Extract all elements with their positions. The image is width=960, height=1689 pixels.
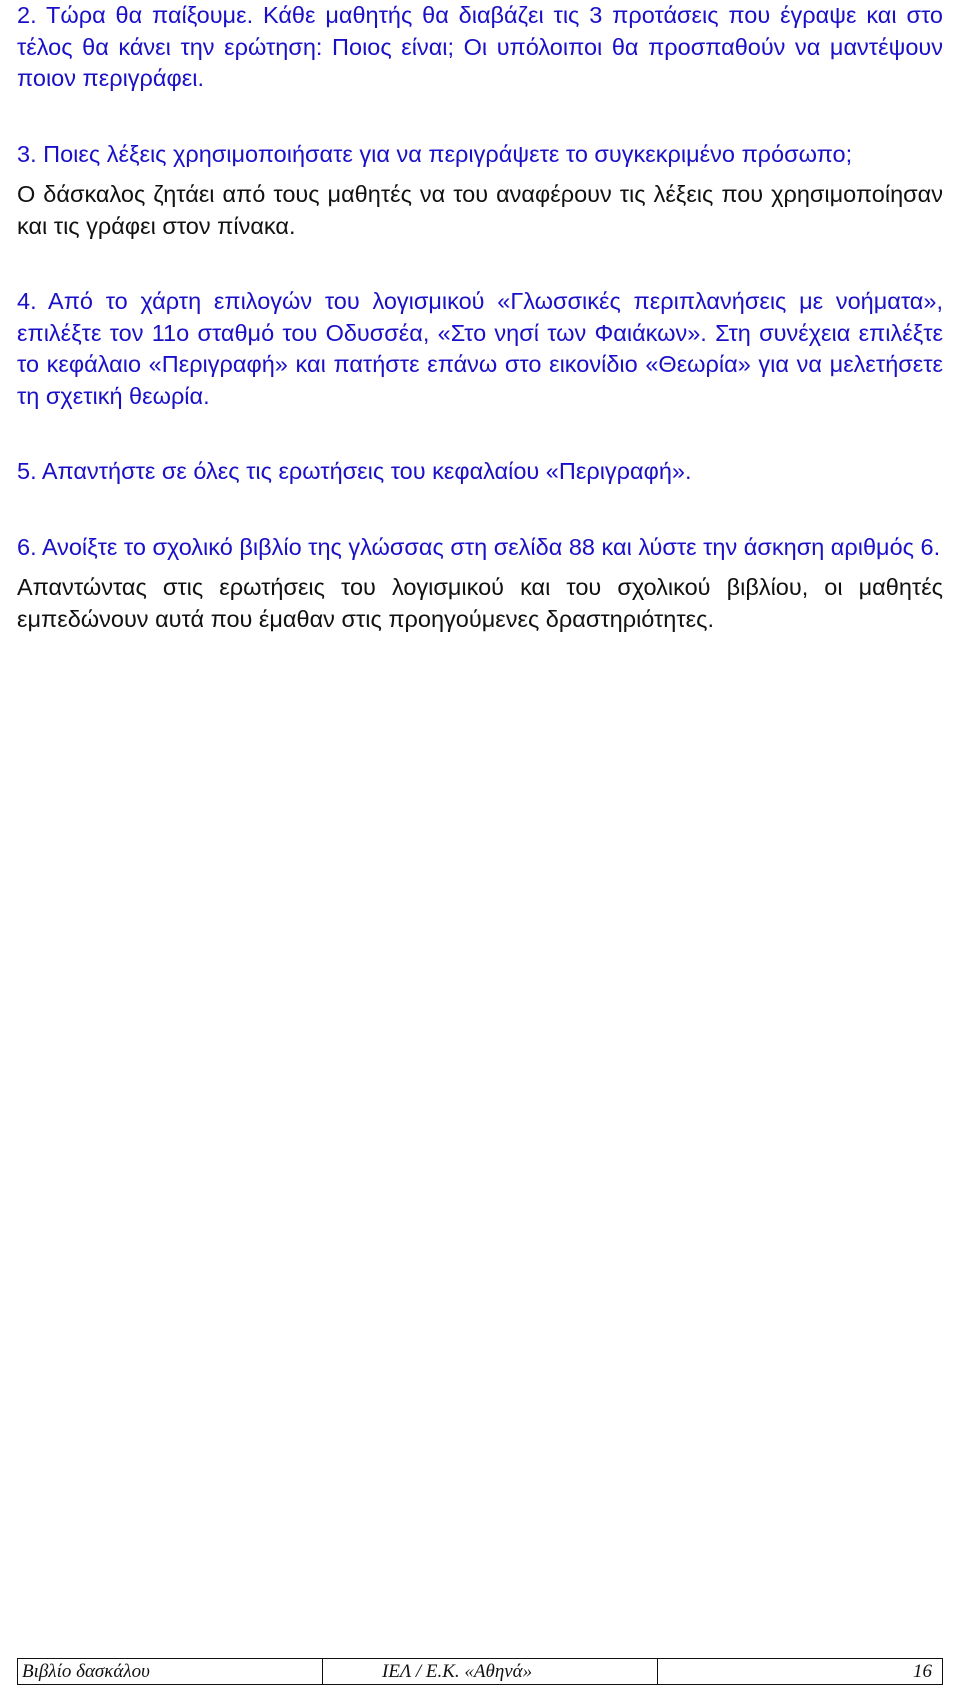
step-5-paragraph: 5. Απαντήστε σε όλες τις ερωτήσεις του κεφαλαίου «Περιγραφή». [17, 458, 692, 484]
page-number: 16 [913, 1660, 932, 1682]
step-6-teacher-note: Απαντώντας στις ερωτήσεις του λογισμικού και του σχολικού βιβλίου, οι μαθητές εμπεδώνουν αυτά που έμαθαν στις προηγούμενες δραστηριότητες. [17, 574, 943, 632]
step-2-paragraph: 2. Τώρα θα παίξουμε. Κάθε μαθητής θα διαβάζει τις 3 προτάσεις που έγραψε και στο τέλος θα κάνει την ερώτηση: Ποιος είναι; Οι υπόλοιποι θα προσπαθούν να μαντέψουν ποιον περιγράφει. [17, 2, 943, 91]
document-body [17, 0, 943, 635]
step-6-paragraph: 6. Ανοίξτε το σχολικό βιβλίο της γλώσσας στη σελίδα 88 και λύστε την άσκηση αριθμός 6. [17, 533, 941, 560]
step-4-paragraph: 4. Από το χάρτη επιλογών του λογισμικού «Γλωσσικές περιπλανήσεις με νοήματα», επιλέξτε τον 11ο σταθμό του Οδυσσέα, «Στο νησί των Φαιάκων». Στη συνέχεια επιλέξτε το κεφάλαιο «Περιγραφή» και πατήστε επάνω στο εικονίδιο «Θεωρία» για να μελετήσετε τη σχετική θεωρία. [17, 288, 943, 409]
step-3-paragraph: 3. Ποιες λέξεις χρησιμοποιήσατε για να περιγράψετε το συγκεκριμένο πρόσωπο; [17, 140, 853, 167]
page-footer [17, 1658, 943, 1685]
footer-publisher: ΙΕΛ / Ε.Κ. «Αθηνά» [323, 1659, 658, 1684]
step-3-teacher-note: Ο δάσκαλος ζητάει από τους μαθητές να του αναφέρουν τις λέξεις που χρησιμοποίησαν και τις γράφει στον πίνακα. [17, 181, 943, 239]
footer-book-title: Βιβλίο δασκάλου [18, 1659, 323, 1684]
